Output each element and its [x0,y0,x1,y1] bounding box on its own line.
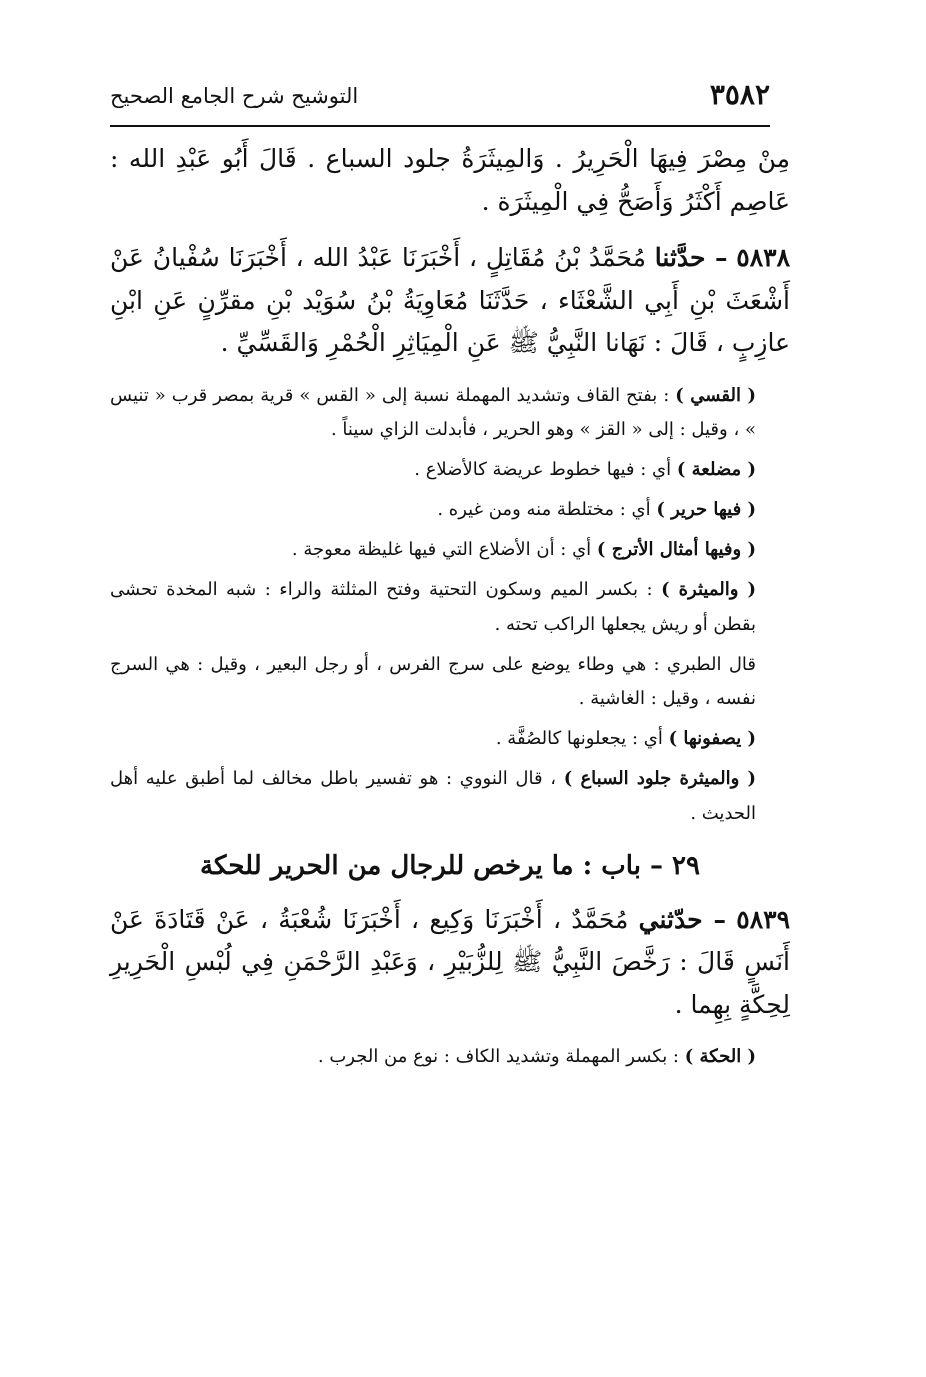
commentary-text: أي : فيها خطوط عريضة كالأضلاع . [414,458,672,480]
commentary-text: قال الطبري : هي وطاء يوضع على سرج الفرس ، أو رجل البعير ، وقيل : هي السرج نفسه ، وقيل : الغاشية . [110,653,756,709]
lemma: ( يصفونها ) [668,728,756,750]
commentary-text: : بكسر المهملة وتشديد الكاف : نوع من الجرب . [317,1046,679,1068]
commentary-text: أي : يجعلونها كالصُفَّة . [495,728,663,750]
commentary-qassi [110,379,790,447]
commentary-text: ، قال النووي : هو تفسير باطل مخالف لما أطبق عليه أهل الحديث . [110,768,756,824]
commentary-mithara [110,573,790,641]
lemma: ( والميثرة جلود السباع ) [563,768,756,790]
commentary-nawawi [110,762,790,830]
lemma: ( مضلعة ) [676,458,756,480]
hadith-5838 [110,237,790,365]
commentary-utrujj [110,533,790,567]
hadith-text: مُحَمَّدُ بْنُ مُقَاتِلٍ ، أَخْبَرَنَا عَبْدُ الله ، أَخْبَرَنَا سُفْيانُ عَنْ أَشْعَثَ بْنِ أَبِي الشَّعْثَاء ، حَدَّثَنَا مُعَاوِيَةُ بْنُ سُوَيْد بْنِ مقرِّنٍ عَنِ ابْنِ عازِبٍ ، قَالَ : نَهَانا النَّبِيُّ ﷺ عَنِ الْمِيَاثِرِ الْحُمْرِ وَالقَسِّيِّ . [110,243,790,357]
lemma: ( الحكة ) [684,1046,756,1068]
page-header [110,78,770,124]
lemma: ( القسي ) [675,384,756,406]
hadith-number: ٥٨٣٨ [736,243,791,272]
running-title: التوشيح شرح الجامع الصحيح [110,84,359,108]
commentary-hikka [110,1040,790,1074]
hadith-lead: – حدَّثنا [654,243,728,272]
hadith-text: مُحَمَّدٌ ، أَخْبَرَنَا وَكِيع ، أَخْبَرَنَا شُعْبَةُ ، عَنْ قَتَادَةَ عَنْ أَنَسٍ قَالَ : رَخَّصَ النَّبِيُّ ﷺ لِلزُّبَيْرِ ، وَعَبْدِ الرَّحْمَنِ فِي لُبْسِ الْحَرِيرِ لِحِكَّةٍ بِهِما . [110,904,790,1019]
commentary-tabari [110,648,790,716]
commentary-mudalla [110,453,790,487]
lemma: ( فيها حرير ) [656,499,756,521]
hadith-number: ٥٨٣٩ [736,904,790,934]
commentary-text: : بكسر الميم وسكون التحتية وفتح المثلثة والراء : شبه المخدة تحشى بقطن أو ريش يجعلها الراكب تحته . [110,579,756,635]
lemma: ( وفيها أمثال الأترج ) [596,539,756,561]
page-content [110,138,790,1080]
page-number: ٣٥٨٢ [709,78,770,111]
commentary-text: أي : أن الأضلاع التي فيها غليظة معوجة . [291,539,592,561]
hadith-text: مِنْ مِصْرَ فِيهَا الْحَرِيرُ . وَالمِيثَرَةُ جلود السباع . قَالَ أَبُو عَبْدِ الله : عَاصِم أَكْثَرُ وَأَصَحُّ فِي الْمِيثَرَة . [110,144,790,216]
commentary-yasifunaha [110,722,790,756]
hadith-5839 [110,899,790,1027]
commentary-text: : بفتح القاف وتشديد المهملة نسبة إلى « القس » قرية بمصر قرب « تنيس » ، وقيل : إلى « القز » وهو الحرير ، فأبدلت الزاي سيناً . [110,384,756,440]
hadith-continuation [110,138,790,223]
commentary-fiha-harir [110,493,790,527]
chapter-heading: ٢٩ – باب : ما يرخص للرجال من الحرير للحكة [200,850,700,881]
hadith-lead: – حدّثني [638,904,727,934]
header-rule [110,125,770,127]
commentary-text: أي : مختلطة منه ومن غيره . [437,499,651,521]
lemma: ( والميثرة ) [661,579,756,601]
